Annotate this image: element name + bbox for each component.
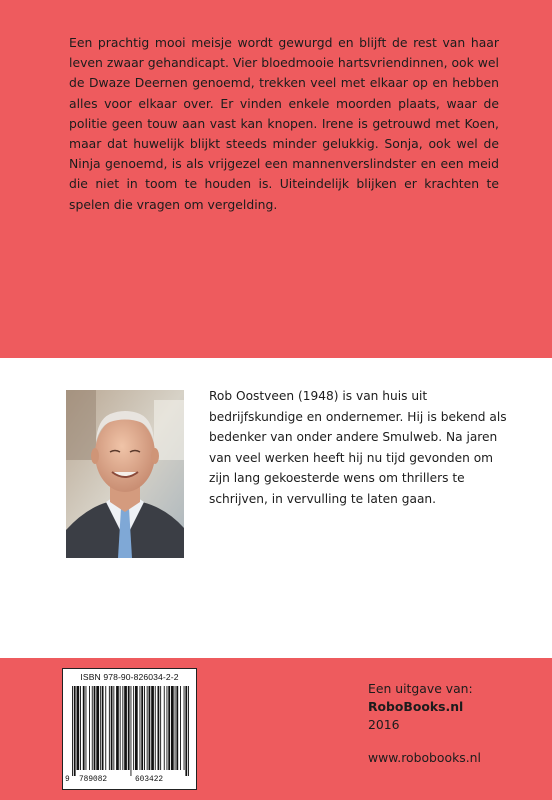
book-blurb: Een prachtig mooi meisje wordt gewurgd en blijft de rest van haar leven zwaar gehandicapt. Vier bloedmooie hartsvriendinnen, ook wel de Dwaze Deernen genoemd, trekken veel met elkaar op en hebben alles voor elkaar over. Er vinden enkele moorden plaats, waar de politie geen touw aan vast kan knopen. Irene is getrouwd met Koen, maar dat huwelijk blijkt steeds minder gelukkig. Sonja, ook wel de Ninja genoemd, is als vrijgezel een mannenverslindster en een meid die niet in toom te houden is. Uiteindelijk blijken er krachten te spelen die vragen om vergelding. xyxy=(69,35,499,212)
barcode-digit-first: 9 xyxy=(65,776,70,784)
isbn-barcode xyxy=(62,668,197,790)
publication-year: 2016 xyxy=(368,717,400,732)
isbn-label: ISBN 978-90-826034-2-2 xyxy=(80,672,179,682)
author-photo xyxy=(66,390,184,558)
author-bio: Rob Oostveen (1948) is van huis uit bedrijfskundige en ondernemer. Hij is bekend als bedenker van onder andere Smulweb. Na jaren van veel werken heeft hij nu tijd gevonden om zijn lang gekoesterde wens om thrillers te schrijven, in vervulling te laten gaan. xyxy=(209,389,507,506)
barcode-digits-left: 789082 xyxy=(79,776,108,784)
publisher-website: www.robobooks.nl xyxy=(368,750,481,765)
barcode-digits-right: 603422 xyxy=(135,776,164,784)
publisher-intro: Een uitgave van: xyxy=(368,681,473,696)
barcode-bars xyxy=(71,686,190,776)
publisher-block xyxy=(368,680,538,734)
publisher-brand: RoboBooks.nl xyxy=(368,699,464,714)
